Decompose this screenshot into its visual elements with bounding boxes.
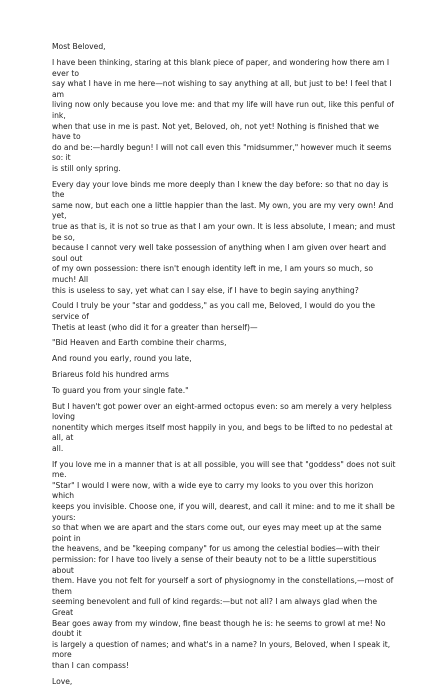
verse-line: "Bid Heaven and Earth combine their charms, (52, 338, 227, 348)
letter-paragraph: If you love me in a manner that is at all possible, you will see that "goddess" does not suit me. "Star" I would I were now, with a wide eye to carry my looks to you over this horizon which keeps you invisible. Choose one, if you will, dearest, and call it mine: and to me it shall be yours: so that when we are apart and the stars come out, our eyes may meet up at the same point in the heavens, and be "keeping company" for us among the celestial bodies—with their permission: for I have too lively a sense of their beauty not to be a little superstitious about them. Have you not felt for yourself a sort of physiognomy in the constellations,—most of them seeming benevolent and full of kind regards:—but not all? I am always glad when the Great Bear goes away from my window, fine beast though he is: he seems to growl at me! No doubt it is largely a question of names; and what's in a name? In yours, Beloved, when I speak it, more than I can compass! (52, 459, 396, 670)
letter-paragraph: I have been thinking, staring at this blank piece of paper, and wondering how there am I ever to say what I have in me here—not wishing to say anything at all, but just to be! I feel that I am living now only because you love me: and that my life will have run out, like this penful of ink, when that use in me is past. Not yet, Beloved, oh, not yet! Nothing is finished that we have to do and be:—hardly begun! I will not call even this "midsummer," however much it seems so: it is still only spring. (52, 57, 394, 173)
verse-line: Briareus fold his hundred arms (52, 369, 169, 379)
letter-salutation: Most Beloved, (52, 42, 106, 51)
verse-line: And round you early, round you late, (52, 354, 192, 364)
letter-paragraph: Every day your love binds me more deeply than I knew the day before: so that no day is the same now, but each one a little happier than the last. My own, you are my very own! And yet, true as that is, it is not so true as that I am your own. It is less absolute, I mean; and must be so, because I cannot very well take possession of anything when I am given over heart and soul out of my own possession: there isn't enough identity left in me, I am yours so much, so much! All this is useless to say, yet what can I say else, if I have to begin saying anything? (52, 179, 396, 295)
verse-line: To guard you from your single fate." (52, 385, 189, 395)
letter-body (52, 42, 396, 687)
letter-paragraph: Could I truly be your "star and goddess," as you call me, Beloved, I would do you the service of Thetis at least (who did it for a greater than herself)— (52, 301, 375, 332)
letter-closing: Love, (52, 676, 73, 686)
letter-paragraph: But I haven't got power over an eight-armed octopus even: so am merely a very helpless loving nonentity which merges itself most happily in you, and begs to be lifted to no pedestal at all, at all. (52, 401, 393, 453)
